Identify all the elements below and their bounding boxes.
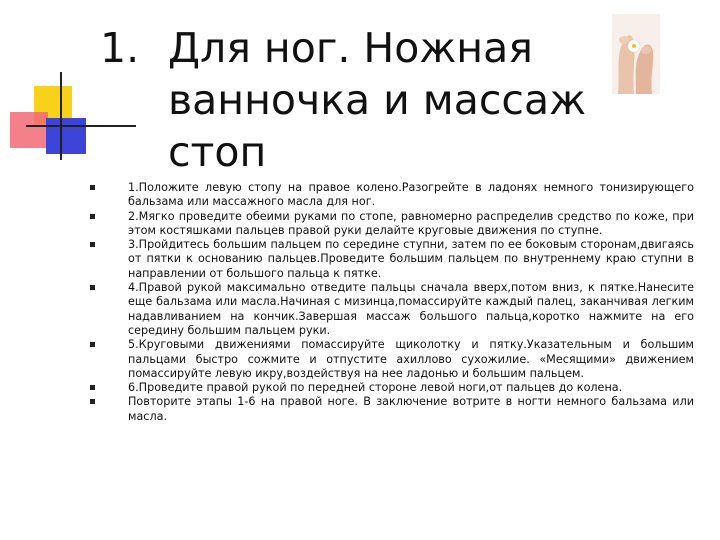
bullet-icon — [90, 242, 95, 247]
feet-with-flower-icon — [612, 14, 660, 94]
decorative-blue-square — [46, 118, 86, 154]
title-line-2: ванночка и массаж стоп — [168, 76, 587, 176]
decorative-vertical-line — [60, 72, 62, 160]
title-line-1: Для ног. Ножная — [168, 24, 533, 72]
list-item — [90, 181, 694, 210]
list-item — [90, 281, 694, 338]
list-item-text: 5.Круговыми движениями помассируйте щиколотку и пятку.Указательным и большим пальцами быстро сожмите и отпустите ахиллово сухожилие. «Месящими» движением помассируйте левую икру,воздействуя на нее ладонью и большим пальцем. — [128, 338, 694, 380]
bullet-icon — [90, 385, 95, 390]
bullet-list — [90, 181, 694, 424]
list-item — [90, 395, 694, 424]
list-item — [90, 238, 694, 281]
list-item-text: 4.Правой рукой максимально отведите пальцы сначала вверх,потом вниз, к пятке.Нанесите еще бальзама или масла.Начиная с мизинца,помассируйте каждый палец, заканчивая легким надавливанием на кончик.Завершая массаж большого пальца,коротко нажмите на его середину большим пальцем руки. — [128, 281, 694, 337]
bullet-icon — [90, 214, 95, 219]
list-item — [90, 381, 694, 395]
list-item-text: 6.Проведите правой рукой по передней стороне левой ноги,от пальцев до колена. — [128, 381, 623, 395]
list-item-text: 3.Пройдитесь большим пальцем по середине ступни, затем по ее боковым сторонам,двигаясь от пятки к основанию пальцев.Проведите большим пальцем по внутреннему краю ступни в направлении от большого пальца к пятке. — [128, 238, 694, 280]
bullet-icon — [90, 342, 95, 347]
list-item-text: 2.Мягко проведите обеими руками по стопе, равномерно распределив средство по коже, при этом костяшками пальцев правой руки делайте круговые движения по ступне. — [128, 209, 694, 237]
list-item-text: Повторите этапы 1-6 на правой ноге. В заключение вотрите в ногти немного бальзама или масла. — [128, 395, 694, 423]
bullet-icon — [90, 185, 95, 190]
decorative-red-square — [10, 112, 48, 148]
list-item-text: 1.Положите левую стопу на правое колено.Разогрейте в ладонях немного тонизирующего бальзама или массажного масла для ног. — [128, 181, 694, 209]
list-item — [90, 210, 694, 239]
bullet-icon — [90, 285, 95, 290]
slide-title — [100, 22, 620, 178]
bullet-icon — [90, 399, 95, 404]
title-number: 1. — [100, 24, 140, 72]
list-item — [90, 338, 694, 381]
